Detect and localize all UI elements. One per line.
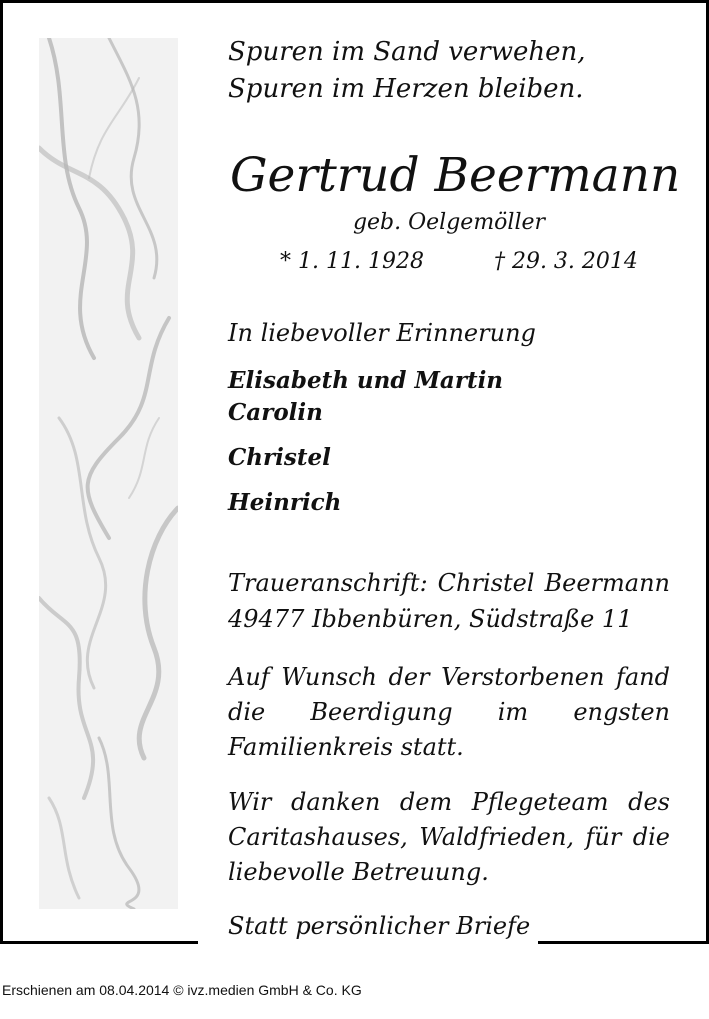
border-left xyxy=(0,0,3,944)
birth-date: * 1. 11. 1928 xyxy=(280,249,424,274)
publication-footer: Erschienen am 08.04.2014 © ivz.medien GmbH & Co. KG xyxy=(2,982,362,998)
thanks-note: Wir danken dem Pflegeteam des Caritashauses, Waldfrieden, für die liebevolle Betreuung. xyxy=(228,788,670,886)
motto xyxy=(228,34,670,108)
family-member: Carolin xyxy=(228,399,323,426)
remembrance-heading: In liebevoller Erinnerung xyxy=(228,319,536,347)
mourning-address xyxy=(228,565,670,637)
family-member: Elisabeth und Martin xyxy=(228,367,504,394)
border-bottom-right xyxy=(538,941,709,944)
family-member: Heinrich xyxy=(228,489,342,516)
border-top xyxy=(0,0,709,3)
family-member: Christel xyxy=(228,444,331,471)
border-bottom-left xyxy=(0,941,198,944)
signoff: Statt persönlicher Briefe xyxy=(228,912,531,940)
motto-line-2: Spuren im Herzen bleiben. xyxy=(228,74,584,104)
funeral-note: Auf Wunsch der Verstorbenen fand die Beerdigung im engsten Familienkreis statt. xyxy=(228,663,670,761)
birth-name: geb. Oelgemöller xyxy=(352,210,546,235)
death-date: † 29. 3. 2014 xyxy=(493,249,638,274)
address-line-2: 49477 Ibbenbüren, Südstraße 11 xyxy=(228,605,633,633)
deceased-name: Gertrud Beermann xyxy=(230,148,681,203)
motto-line-1: Spuren im Sand verwehen, xyxy=(228,37,586,67)
life-dates xyxy=(280,249,638,274)
address-line-1: Traueranschrift: Christel Beermann xyxy=(228,569,670,597)
family-list xyxy=(228,365,670,519)
marble-column-image xyxy=(39,38,178,909)
